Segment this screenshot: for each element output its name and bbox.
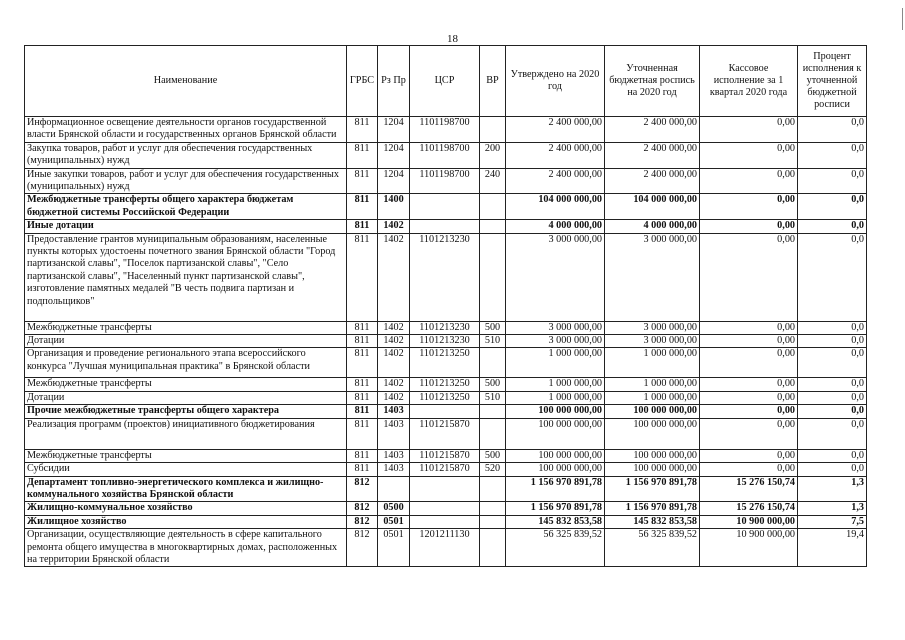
- cell-updated: 104 000 000,00: [605, 194, 700, 220]
- table-row: [25, 378, 867, 391]
- cell-grbs: 811: [347, 117, 378, 143]
- cell-approved: 2 400 000,00: [506, 168, 605, 194]
- cell-name: Дотации: [25, 335, 347, 348]
- cell-grbs: 812: [347, 529, 378, 567]
- cell-name: Дотации: [25, 391, 347, 404]
- table-row: [25, 476, 867, 502]
- cell-grbs: 811: [347, 348, 378, 378]
- table-row: [25, 321, 867, 334]
- cell-rz-pr: 1403: [378, 449, 410, 462]
- cell-rz-pr: 1402: [378, 348, 410, 378]
- cell-grbs: 811: [347, 142, 378, 168]
- cell-grbs: 811: [347, 391, 378, 404]
- cell-vr: 510: [480, 335, 506, 348]
- cell-csr: [410, 220, 480, 233]
- cell-name: Предоставление грантов муниципальным образованиям, населенные пункты которых удостоены почетного звания Брянской области "Город партизанской славы", "Поселок партизанской славы", "Село партизанской славы", "Населенный пункт партизанской славы", изготовление памятных медалей "В честь подвига партизан и подпольщиков": [25, 233, 347, 321]
- table-row: [25, 449, 867, 462]
- cell-vr: 200: [480, 142, 506, 168]
- table-row: [25, 515, 867, 528]
- cell-updated: 1 156 970 891,78: [605, 476, 700, 502]
- cell-percent: 0,0: [798, 391, 867, 404]
- cell-grbs: 811: [347, 405, 378, 418]
- cell-name: Закупка товаров, работ и услуг для обеспечения государственных (муниципальных) нужд: [25, 142, 347, 168]
- cell-vr: 520: [480, 463, 506, 476]
- cell-approved: 3 000 000,00: [506, 335, 605, 348]
- cell-csr: [410, 502, 480, 515]
- cell-percent: 0,0: [798, 168, 867, 194]
- cell-grbs: 811: [347, 220, 378, 233]
- cell-approved: 4 000 000,00: [506, 220, 605, 233]
- table-row: [25, 233, 867, 321]
- cell-csr: 1101215870: [410, 463, 480, 476]
- cell-rz-pr: 1402: [378, 378, 410, 391]
- cell-name: Организация и проведение регионального этапа всероссийского конкурса "Лучшая муниципальная практика" в Брянской области: [25, 348, 347, 378]
- cell-updated: 56 325 839,52: [605, 529, 700, 567]
- cell-name: Прочие межбюджетные трансферты общего характера: [25, 405, 347, 418]
- header-approved: Утверждено на 2020 год: [506, 46, 605, 117]
- cell-approved: 2 400 000,00: [506, 142, 605, 168]
- cell-csr: 1101213230: [410, 233, 480, 321]
- table-row: [25, 502, 867, 515]
- cell-percent: 0,0: [798, 378, 867, 391]
- cell-updated: 145 832 853,58: [605, 515, 700, 528]
- cell-percent: 7,5: [798, 515, 867, 528]
- cell-updated: 100 000 000,00: [605, 418, 700, 449]
- cell-vr: [480, 418, 506, 449]
- cell-grbs: 812: [347, 476, 378, 502]
- cell-percent: 0,0: [798, 348, 867, 378]
- header-cash: Кассовое исполнение за 1 квартал 2020 года: [700, 46, 798, 117]
- cell-percent: 1,3: [798, 476, 867, 502]
- cell-cash: 0,00: [700, 142, 798, 168]
- cell-csr: [410, 515, 480, 528]
- cell-updated: 3 000 000,00: [605, 233, 700, 321]
- cell-cash: 0,00: [700, 220, 798, 233]
- cell-name: Межбюджетные трансферты: [25, 449, 347, 462]
- cell-vr: [480, 233, 506, 321]
- cell-rz-pr: 1402: [378, 335, 410, 348]
- cell-rz-pr: [378, 476, 410, 502]
- cell-updated: 3 000 000,00: [605, 321, 700, 334]
- cell-approved: 1 156 970 891,78: [506, 502, 605, 515]
- cell-updated: 2 400 000,00: [605, 168, 700, 194]
- cell-grbs: 811: [347, 194, 378, 220]
- cell-updated: 2 400 000,00: [605, 117, 700, 143]
- cell-cash: 0,00: [700, 168, 798, 194]
- cell-cash: 0,00: [700, 335, 798, 348]
- table-row: [25, 220, 867, 233]
- cell-name: Межбюджетные трансферты общего характера бюджетам бюджетной системы Российской Федерации: [25, 194, 347, 220]
- page-number: 18: [447, 33, 458, 45]
- cell-csr: 1101213250: [410, 348, 480, 378]
- cell-percent: 1,3: [798, 502, 867, 515]
- cell-percent: 19,4: [798, 529, 867, 567]
- table-row: [25, 335, 867, 348]
- cell-updated: 4 000 000,00: [605, 220, 700, 233]
- cell-approved: 56 325 839,52: [506, 529, 605, 567]
- cell-name: Иные закупки товаров, работ и услуг для обеспечения государственных (муниципальных) нужд: [25, 168, 347, 194]
- cell-csr: [410, 405, 480, 418]
- cell-grbs: 812: [347, 515, 378, 528]
- cell-vr: [480, 476, 506, 502]
- cell-rz-pr: 1403: [378, 405, 410, 418]
- cell-rz-pr: 1204: [378, 142, 410, 168]
- header-vr: ВР: [480, 46, 506, 117]
- cell-csr: 1201211130: [410, 529, 480, 567]
- edge-mark: [902, 8, 903, 30]
- cell-cash: 15 276 150,74: [700, 502, 798, 515]
- cell-grbs: 811: [347, 449, 378, 462]
- cell-vr: [480, 348, 506, 378]
- cell-csr: 1101215870: [410, 449, 480, 462]
- cell-rz-pr: 1402: [378, 391, 410, 404]
- table-row: [25, 348, 867, 378]
- cell-name: Жилищное хозяйство: [25, 515, 347, 528]
- cell-vr: [480, 515, 506, 528]
- cell-vr: 500: [480, 321, 506, 334]
- cell-updated: 100 000 000,00: [605, 405, 700, 418]
- cell-rz-pr: 0501: [378, 515, 410, 528]
- cell-rz-pr: 1400: [378, 194, 410, 220]
- cell-vr: [480, 529, 506, 567]
- cell-rz-pr: 1402: [378, 220, 410, 233]
- header-percent: Процент исполнения к уточненной бюджетной росписи: [798, 46, 867, 117]
- cell-approved: 3 000 000,00: [506, 233, 605, 321]
- cell-updated: 100 000 000,00: [605, 463, 700, 476]
- table-row: [25, 463, 867, 476]
- cell-name: Департамент топливно-энергетического комплекса и жилищно-коммунального хозяйства Брянской области: [25, 476, 347, 502]
- cell-csr: 1101213230: [410, 335, 480, 348]
- cell-cash: 0,00: [700, 418, 798, 449]
- table-body: [25, 117, 867, 567]
- cell-vr: 510: [480, 391, 506, 404]
- cell-updated: 2 400 000,00: [605, 142, 700, 168]
- cell-percent: 0,0: [798, 117, 867, 143]
- cell-percent: 0,0: [798, 335, 867, 348]
- header-grbs: ГРБС: [347, 46, 378, 117]
- cell-approved: 145 832 853,58: [506, 515, 605, 528]
- cell-percent: 0,0: [798, 142, 867, 168]
- cell-percent: 0,0: [798, 405, 867, 418]
- cell-vr: [480, 117, 506, 143]
- cell-percent: 0,0: [798, 194, 867, 220]
- cell-cash: 0,00: [700, 378, 798, 391]
- table-row: [25, 194, 867, 220]
- table-row: [25, 529, 867, 567]
- cell-csr: 1101198700: [410, 142, 480, 168]
- cell-cash: 0,00: [700, 391, 798, 404]
- cell-approved: 100 000 000,00: [506, 449, 605, 462]
- cell-vr: [480, 502, 506, 515]
- cell-csr: 1101198700: [410, 117, 480, 143]
- cell-csr: 1101213230: [410, 321, 480, 334]
- cell-updated: 100 000 000,00: [605, 449, 700, 462]
- cell-rz-pr: 1403: [378, 418, 410, 449]
- cell-rz-pr: 1402: [378, 233, 410, 321]
- header-rz-pr: Рз Пр: [378, 46, 410, 117]
- cell-cash: 0,00: [700, 405, 798, 418]
- cell-approved: 1 000 000,00: [506, 348, 605, 378]
- cell-rz-pr: 1204: [378, 117, 410, 143]
- table-row: [25, 117, 867, 143]
- cell-name: Реализация программ (проектов) инициативного бюджетирования: [25, 418, 347, 449]
- cell-grbs: 811: [347, 378, 378, 391]
- cell-approved: 1 000 000,00: [506, 391, 605, 404]
- cell-cash: 10 900 000,00: [700, 515, 798, 528]
- cell-cash: 0,00: [700, 117, 798, 143]
- cell-approved: 104 000 000,00: [506, 194, 605, 220]
- cell-percent: 0,0: [798, 233, 867, 321]
- cell-vr: [480, 194, 506, 220]
- cell-name: Жилищно-коммунальное хозяйство: [25, 502, 347, 515]
- budget-table: [24, 45, 867, 567]
- cell-vr: 500: [480, 378, 506, 391]
- cell-rz-pr: 0500: [378, 502, 410, 515]
- cell-updated: 1 156 970 891,78: [605, 502, 700, 515]
- cell-cash: 0,00: [700, 321, 798, 334]
- cell-csr: [410, 476, 480, 502]
- header-csr: ЦСР: [410, 46, 480, 117]
- cell-updated: 1 000 000,00: [605, 378, 700, 391]
- cell-cash: 15 276 150,74: [700, 476, 798, 502]
- cell-percent: 0,0: [798, 321, 867, 334]
- cell-cash: 0,00: [700, 449, 798, 462]
- table-row: [25, 142, 867, 168]
- cell-name: Организации, осуществляющие деятельность в сфере капитального ремонта общего имущества в многоквартирных домах, расположенных на территории Брянской области: [25, 529, 347, 567]
- cell-updated: 3 000 000,00: [605, 335, 700, 348]
- cell-percent: 0,0: [798, 220, 867, 233]
- table-row: [25, 405, 867, 418]
- cell-approved: 100 000 000,00: [506, 463, 605, 476]
- cell-cash: 0,00: [700, 348, 798, 378]
- cell-vr: [480, 405, 506, 418]
- cell-grbs: 811: [347, 418, 378, 449]
- cell-csr: 1101213250: [410, 378, 480, 391]
- cell-csr: 1101215870: [410, 418, 480, 449]
- cell-vr: 240: [480, 168, 506, 194]
- cell-grbs: 812: [347, 502, 378, 515]
- cell-cash: 0,00: [700, 233, 798, 321]
- cell-rz-pr: 1403: [378, 463, 410, 476]
- cell-name: Субсидии: [25, 463, 347, 476]
- cell-name: Иные дотации: [25, 220, 347, 233]
- cell-cash: 0,00: [700, 463, 798, 476]
- cell-cash: 10 900 000,00: [700, 529, 798, 567]
- cell-csr: 1101213250: [410, 391, 480, 404]
- cell-grbs: 811: [347, 463, 378, 476]
- cell-approved: 1 000 000,00: [506, 378, 605, 391]
- cell-approved: 2 400 000,00: [506, 117, 605, 143]
- cell-updated: 1 000 000,00: [605, 391, 700, 404]
- table-header-row: [25, 46, 867, 117]
- cell-name: Информационное освещение деятельности органов государственной власти Брянской области и государственных органов Брянской области: [25, 117, 347, 143]
- cell-rz-pr: 1204: [378, 168, 410, 194]
- cell-grbs: 811: [347, 321, 378, 334]
- cell-cash: 0,00: [700, 194, 798, 220]
- cell-updated: 1 000 000,00: [605, 348, 700, 378]
- header-updated: Уточненная бюджетная роспись на 2020 год: [605, 46, 700, 117]
- cell-approved: 100 000 000,00: [506, 405, 605, 418]
- cell-rz-pr: 1402: [378, 321, 410, 334]
- table-row: [25, 391, 867, 404]
- cell-vr: 500: [480, 449, 506, 462]
- cell-name: Межбюджетные трансферты: [25, 321, 347, 334]
- cell-approved: 3 000 000,00: [506, 321, 605, 334]
- cell-percent: 0,0: [798, 463, 867, 476]
- cell-percent: 0,0: [798, 418, 867, 449]
- cell-approved: 1 156 970 891,78: [506, 476, 605, 502]
- cell-rz-pr: 0501: [378, 529, 410, 567]
- cell-percent: 0,0: [798, 449, 867, 462]
- table-row: [25, 168, 867, 194]
- cell-grbs: 811: [347, 168, 378, 194]
- cell-csr: [410, 194, 480, 220]
- cell-csr: 1101198700: [410, 168, 480, 194]
- header-name: Наименование: [25, 46, 347, 117]
- cell-grbs: 811: [347, 233, 378, 321]
- cell-approved: 100 000 000,00: [506, 418, 605, 449]
- cell-grbs: 811: [347, 335, 378, 348]
- cell-vr: [480, 220, 506, 233]
- cell-name: Межбюджетные трансферты: [25, 378, 347, 391]
- table-row: [25, 418, 867, 449]
